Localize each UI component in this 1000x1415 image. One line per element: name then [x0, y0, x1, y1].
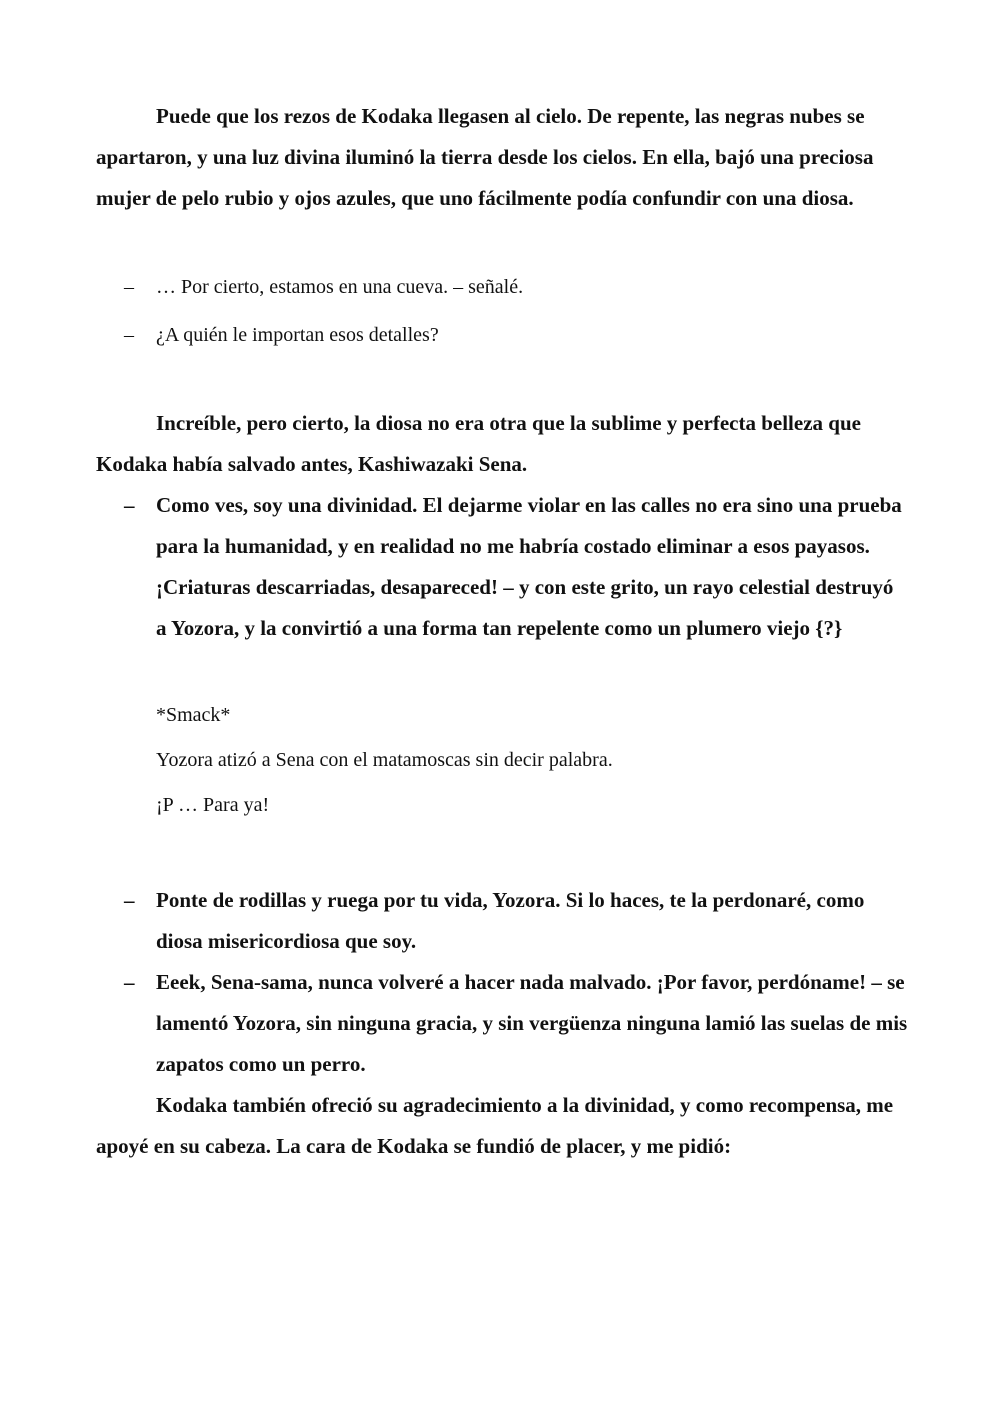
dialogue-text: Eeek, Sena-sama, nunca volveré a hacer nada malvado. ¡Por favor, perdóname! – se lamentó Yozora, sin ninguna gracia, y sin vergüenza ninguna lamió las suelas de mis zapatos como un perro. — [156, 970, 908, 1076]
sound-effect-line: *Smack* — [156, 704, 231, 726]
spacer — [96, 649, 908, 693]
paragraph-goddess-sena: Increíble, pero cierto, la diosa no era otra que la sublime y perfecta belleza que Kodaka había salvado antes, Kashiwazaki Sena. — [96, 411, 861, 476]
dialogue-text: Ponte de rodillas y ruega por tu vida, Yozora. Si lo haces, te la perdonaré, como diosa misericordiosa que soy. — [156, 888, 865, 953]
dialogue-line — [96, 485, 908, 649]
dash-mark: – — [124, 970, 135, 994]
spacer — [96, 828, 908, 880]
dialogue-text: … Por cierto, estamos en una cueva. – señalé. — [156, 276, 524, 298]
dash-mark: – — [124, 276, 134, 298]
dash-mark: – — [124, 888, 135, 912]
spacer — [96, 359, 908, 403]
narration-line: ¡P … Para ya! — [156, 794, 270, 816]
paragraph-kodaka-gratitude: Kodaka también ofreció su agradecimiento a la divinidad, y como recompensa, me apoyé en su cabeza. La cara de Kodaka se fundió de placer, y me pidió: — [96, 1093, 894, 1158]
dialogue-line — [96, 263, 908, 311]
dash-mark: – — [124, 493, 135, 517]
dialogue-text: Como ves, soy una divinidad. El dejarme violar en las calles no era sino una prueba para la humanidad, y en realidad no me habría costado eliminar a esos payasos. ¡Criaturas descarriadas, desapareced! – y con este grito, un rayo celestial destruyó a Yozora, y la convirtió a una forma tan repelente como un plumero viejo {?} — [156, 493, 902, 640]
document-page — [96, 96, 908, 1167]
narration-line: Yozora atizó a Sena con el matamoscas sin decir palabra. — [156, 749, 613, 771]
dialogue-line — [96, 311, 908, 359]
dialogue-text: ¿A quién le importan esos detalles? — [156, 324, 439, 346]
dialogue-line — [96, 880, 908, 962]
paragraph-kodaka-prayers: Puede que los rezos de Kodaka llegasen al cielo. De repente, las negras nubes se apartaron, y una luz divina iluminó la tierra desde los cielos. En ella, bajó una preciosa mujer de pelo rubio y ojos azules, que uno fácilmente podía confundir con una diosa. — [96, 104, 874, 210]
spacer — [96, 219, 908, 263]
dialogue-line — [96, 962, 908, 1085]
dash-mark: – — [124, 324, 134, 346]
